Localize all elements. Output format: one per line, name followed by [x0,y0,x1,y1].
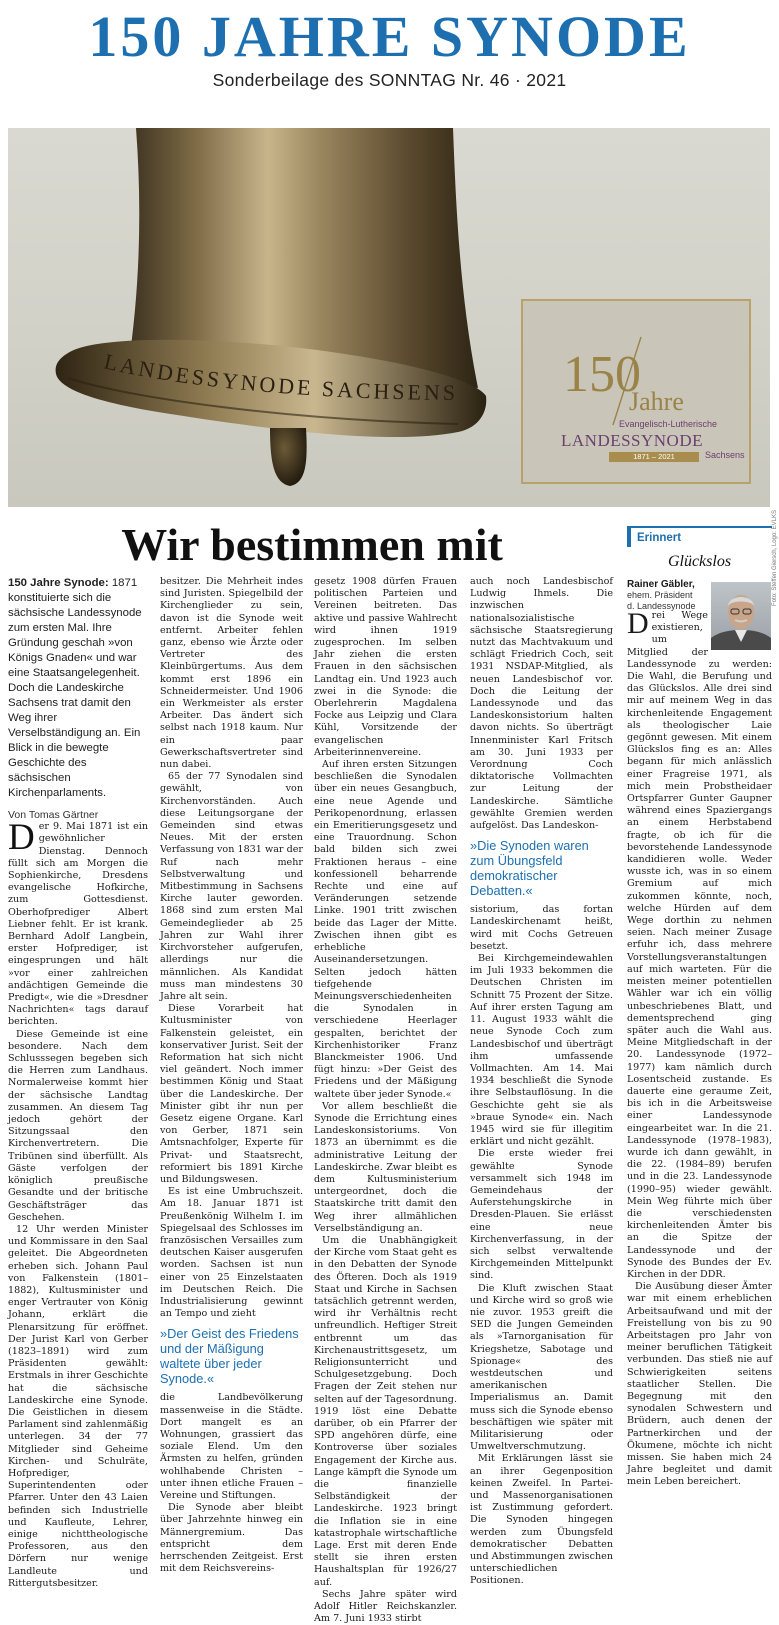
article-paragraph: Der 9. Mai 1871 ist ein gewöhnlicher Dienstag. Dennoch füllt sich am Morgen die Sophienkirche, Dresdens evangelische Hofkirche, zum Gottesdienst. Oberhofprediger Albert Liebner fehlt. Er ist krank. Bernhard Adolf Langbein, erster Hofprediger, ist eingesprungen und hält »vor einer zahlreichen andächtigen Gemeinde die Predigt«, wie die »Dresdner Nachrichten« tags darauf berichten. [8,817,148,1028]
article-paragraph: Sechs Jahre später wird Adolf Hitler Reichskanzler. Am 7. Juni 1933 stirbt [314,1588,457,1625]
bell-inscription: LANDESSYNODE SACHSENS [101,348,459,405]
article-paragraph: gesetz 1908 dürfen Frauen politischen Parteien und Vereinen beitreten. Das aktive und passive Wahlrecht wird ihnen 1919 zugesprochen. Im selben Jahr ziehen die ersten Frauen in den sächsischen Landtag ein. Und 1923 auch zwei in die Synode: die Oberlehrerin Magdalena Focke aus Leipzig und Clara Kühl, Vorsitzende der evangelischen Arbeiterinnenvereine. [314,576,457,758]
intro-lead: 150 Jahre Synode: [8,577,109,589]
sidebar-paragraph: Die Ausübung dieser Ämter war mit einem erheblichen Arbeitsaufwand und mit der Freistellung von bis zu 90 Arbeitstagen pro Jahr von meiner beruflichen Tätigkeit verbunden. Das stieß nie auf Schwierigkeiten seitens staatlicher Stellen. Die Begegnung mit den synodalen Schwestern und Brüdern, auch denen der Partnerkirchen und der Ökumene, möchte ich nicht missen. Sie haben mich 24 Jahre begleitet und damit mein Leben bereichert. [627,1281,772,1488]
article-paragraph: Um die Unabhängigkeit der Kirche vom Staat geht es in den Debatten der Synode des Öfteren. Doch als 1919 Staat und Kirche in Sachsen tatsächlich getrennt werden, wird ihr Verhältnis recht unfreundlich. Heftiger Streit entbrennt um das Kirchenaustrittsgesetz, um Religionsunterricht und Schulgesetzgebung. Doch Fragen der Zeit stehen nur selten auf der Tagesordnung. 1919 löst eine Debatte darüber, ob ein Pfarrer der SPD angehören dürfe, eine Kontroverse über soziales Engagement der Kirche aus. Lange kämpft die Synode um die finanzielle Selbständigkeit der Landeskirche. 1923 bringt die Inflation sie in eine katastrophale wirtschaftliche Lage. Erst mit deren Ende stellt sie ihren ersten Haushaltsplan für 1926/27 auf. [314,1234,457,1588]
article-paragraph: Die Kluft zwischen Staat und Kirche wird so groß wie nie zuvor. 1953 greift die SED die Jungen Gemeinden als »Tarnorganisation für Kriegshetze, Sabotage und Spionage« des westdeutschen und amerikanischen Imperialismus an. Damit muss sich die Synode ebenso beschäftigen wie später mit Militarisierung oder Umweltverschmutzung. [470,1282,613,1453]
article-paragraph: die Landbevölkerung massenweise in die Städte. Dort mangelt es an Wohnungen, grassiert das soziale Elend. Um den Ärmsten zu helfen, gründen wohlhabende Christen – unter ihnen etliche Frauen – Vereine und Stiftungen. [160,1392,303,1502]
drop-cap: D [8,817,35,859]
article-column-3 [314,576,457,1625]
article-paragraph: Die Synode aber bleibt über Jahrzehnte hinweg ein Männergremium. Das entspricht dem herrschenden Zeitgeist. Erst mit dem Reichsvereins- [160,1502,303,1575]
article-paragraph: Es ist eine Umbruchszeit. Am 18. Januar 1871 ist Preußenkönig Wilhelm I. im Spiegelsaal des Schlosses im französischen Versailles zum deutschen Kaiser ausgerufen worden. Sachsen ist nun einer von 25 Einzelstaaten im Deutschen Reich. Die Industrialisierung gewinnt an Tempo und zieht [160,1186,303,1320]
logo-line1: Evangelisch-Lutherische [619,419,718,429]
article-paragraph: Auf ihren ersten Sitzungen beschließen die Synodalen über ein neues Gesangbuch, eine neue Agende und Perikopenordnung, erlassen ein Emeritierungsgesetz und eine Trauordnung. Schon bald bilden sich zwei Fraktionen heraus – eine konfessionell beharrende Rechte und eine auf Veränderungen setzende Linke. 1901 tritt zwischen beide das Lager der Mitte. Zwischen ihnen gibt es erhebliche Auseinandersetzungen. Selten jedoch hätten tiefgehende Meinungsverschiedenheiten die Synodalen in verschiedene Heerlager gespalten, berichtet der Kirchenhistoriker Franz Blanckmeister 1906. Und fügt hinzu: »Der Geist des Friedens und der Mäßigung waltete über jeder Synode.« [314,759,457,1100]
masthead-title: 150 JAHRE SYNODE [88,4,691,69]
article-headline: Wir bestimmen mit [121,519,503,570]
masthead-subtitle: Sonderbeilage des SONNTAG Nr. 46 · 2021 [212,70,567,90]
article-paragraph: 12 Uhr werden Minister und Kommissare in den Saal geleitet. Die Abgeordneten erheben sich. Johann Paul von Falkenstein (1801–1882), Kultusminister und enger Vertrauter von König Johann, erklärt die Plenarsitzung für eröffnet. Der Jurist Karl von Gerber (1823–1891) wird zum Präsidenten gewählt: Erstmals in ihrer Geschichte hat die sächsische Landeskirche eine Synode. Die Geistlichen in diesem Parlament sind zahlenmäßig unterlegen. 34 der 77 Mitglieder sind Geheime Kirchen- und Schulräte, Hofprediger, Superintendenten oder Pfarrer. Unter den 43 Laien befinden sich Industrielle und Kaufleute, Lehrer, einige nichttheologische Professoren, aus den Dörfern nur wenige Landleute und Rittergutsbesitzer. [8,1223,148,1589]
article-author: Von Tomas Gärtner [8,809,99,821]
photo-credit: Foto: Steffen Giersch, Logo: EVLKS [772,510,778,606]
logo-line2: LANDESSYNODE [561,431,703,450]
logo-number: 150 [563,346,641,403]
masthead [0,6,779,91]
article-paragraph: Mit Erklärungen lässt sie an ihrer Gegenposition keinen Zweifel. In Partei- und Massenorganisationen ist Zustimmung gefordert. Die Synoden hingegen werden zum Übungsfeld demokratischer Debatten und Abstimmungen zwischen unterschiedlichen Positionen. [470,1453,613,1587]
sidebar-body [627,607,772,1489]
article-column-1 [8,576,148,1589]
article-paragraph: besitzer. Die Mehrheit indes sind Juristen. Spiegelbild der Kirchenglieder zu sein, davon ist die Synode weit entfernt. Arbeiter fehlen ganz, ebenso wie Ärzte oder Vertreter des Kleinbürgertums. Aus dem kommt erst 1896 ein Schneidermeister. Und 1906 ein Werkmeister als erster Arbeiter. Das ändert sich selbst nach 1918 kaum. Nur ein paar Gewerkschaftsvertreter sind nun dabei. [160,576,303,771]
pull-quote-2: »Die Synoden waren zum Übungsfeld demokratischer Debatten.« [470,838,589,899]
pull-quote-1: »Der Geist des Friedens und der Mäßigung waltete über jeder Synode.« [160,1326,299,1387]
sidebar-author-role-1: ehem. Präsident [627,590,693,600]
sidebar-title: Glückslos [667,553,732,570]
article-paragraph: sistorium, das fortan Landeskirchenamt heißt, wird mit Cochs Getreuen besetzt. [470,904,613,952]
sidebar-column [627,526,772,1488]
article-paragraph: 65 der 77 Synodalen sind gewählt, von Kirchenvorständen. Auch diese Leitungsorgane der Gemeinden sind etwas Neues. Mit der ersten Verfassung von 1831 war der Ruf nach mehr Selbstverwaltung und Mitbestimmung in Sachsens Kirche lauter geworden. 1868 sind zum ersten Mal Gemeindeglieder ab 25 Jahren zur Wahl ihrer Kirchvorsteher aufgerufen, allerdings nur die männlichen. Als Kandidat muss man mindestens 30 Jahre alt sein. [160,771,303,1002]
article-paragraph: Diese Gemeinde ist eine besondere. Nach dem Schlusssegen begeben sich die Herren zum Landhaus. Normalerweise kommt hier der sächsische Landtag zusammen. An diesem Tag jedoch gehört der Sitzungssaal den Kirchenvertretern. Die Tribünen sind überfüllt. Als Gäste verfolgen der königlich preußische Gesandte und der britische Geschäftsträger das Geschehen. [8,1028,148,1223]
article-paragraph: auch noch Landesbischof Ludwig Ihmels. Die inzwischen nationalsozialistische sächsische Staatsregierung nutzt das Machtvakuum und schlägt Friedrich Coch, seit 1931 NSDAP-Mitglied, als neuen Landesbischof vor. Doch die Leitung der Landessynode und das Landeskonsistorium halten davon nichts. So überträgt Innenminister Karl Fritsch am 30. Juni 1933 per Verordnung Coch diktatorische Vollmachten zur Leitung der Landeskirche. Sämtliche gewählte Gremien werden aufgelöst. Das Landeskon- [470,576,613,832]
logo-word: Jahre [629,387,684,416]
article-intro [8,576,148,801]
article-paragraph: Diese Vorarbeit hat Kultusminister von Falkenstein geleistet, ein konservativer Jurist. Seit der Reformation hat sich nicht viel geändert. Noch immer bestimmen König und Staat über die Landeskirche. Der Minister gibt ihr nun per Gesetz eigene Organe. Karl von Gerber, 1871 sein Amtsnachfolger, Experte für Privat- und Staatsrecht, reformiert bis 1891 Kirche und Bildungswesen. [160,1003,303,1185]
bell-photo [8,128,770,507]
logo-years: 1871 – 2021 [609,452,699,462]
synod-anniversary-logo [521,299,751,484]
sidebar-drop-cap: D [627,607,649,640]
article-column-2 [160,576,303,1575]
intro-text: 1871 konstituierte sich die sächsische Landessynode zum ersten Mal. Ihre Gründung geschah »von Königs Gnaden« und war eine Staatsangelegenheit. Doch die Landeskirche Sachsens trat damit den Weg ihrer Verselbständigung an. Ein Blick in die bewegte Geschichte des sächsischen Kirchenparlaments. [8,577,142,799]
article-paragraph: Die erste wieder frei gewählte Synode versammelt sich 1948 im Gemeindehaus der Auferstehungskirche in Dresden-Plauen. Sie erlässt eine neue Kirchenverfassung, in der sich selbst verwaltende Kirchgemeinden Mittelpunkt sind. [470,1148,613,1282]
logo-region: Sachsens [705,450,745,460]
sidebar-paragraph: Drei Wege existieren, um Mitglied der Landessynode zu werden: Die Wahl, die Berufung und das Glückslos. Alle drei sind mir auf meinem Weg in das kirchenleitende Engagement als theologischer Laie gegönnt gewesen. Mit einem Glückslos fing es an: Alles begann für mich anlässlich einer Fragreise 1971, als mich mein Probstheidaer Ortspfarrer Gunter Gaupner während eines Spaziergangs an einem Herbstabend fragte, ob ich für die bevorstehende Landessynode kandidieren wolle. Weder wusste ich, was in so einem Gremium auf mich zukommen könnte, noch, welche Hürden auf dem Wege dorthin zu nehmen seien. Nach meiner Zusage erfuhr ich, dass mehrere Vorstellungsveranstaltungen auf mich warteten. Für die meisten meiner potentiellen Wähler war ich ein völlig unbeschriebenes Blatt, und dementsprechend ging später auch die Wahl aus. Meine Mitgliedschaft in der 20. Landessynode (1972–1977) kam nämlich durch Losentscheid zustande. Es dauerte eine geraume Zeit, bis ich in die Arbeitsweise einer Landessynode eingearbeitet war. In die 21. Landessynode (1978–1983), wurde ich dann gewählt, in die 22. (1984–89) berufen und in die 23. Landessynode (1990–95) wieder gewählt. Mein Weg führte mich über die verschiedensten kirchenleitenden Ämter bis an die Spitze der Landessynode und der Synode des Bundes der Ev. Kirchen in der DDR. [627,607,772,1280]
article-paragraph: Vor allem beschließt die Synode die Errichtung eines Landeskonsistoriums. Von 1873 an übernimmt es die administrative Leitung der Landeskirche. Zwar bleibt es dem Kultusministerium untergeordnet, doch die Staatskirche tritt damit den Weg ihrer allmählichen Verselbständigung an. [314,1100,457,1234]
article-paragraph: Bei Kirchgemeindewahlen im Juli 1933 bekommen die Deutschen Christen im Schnitt 75 Prozent der Sitze. Auf ihrer ersten Tagung am 11. August 1933 wählt die neue Synode Coch zum Landesbischof und überträgt ihm umfassende Vollmachten. Am 14. Mai 1934 beschließt die Synode ihre Selbstauflösung. In die Geschichte geht sie als »braue Synode« ein. Nach 1945 wird sie für illegitim erklärt und nicht gezählt. [470,953,613,1148]
sidebar-author-role-2: d. Landessynode [627,601,696,611]
sidebar-kicker: Erinnert [627,526,772,547]
article-column-4 [470,576,613,1587]
sidebar-author-name: Rainer Gäbler, [627,579,695,590]
